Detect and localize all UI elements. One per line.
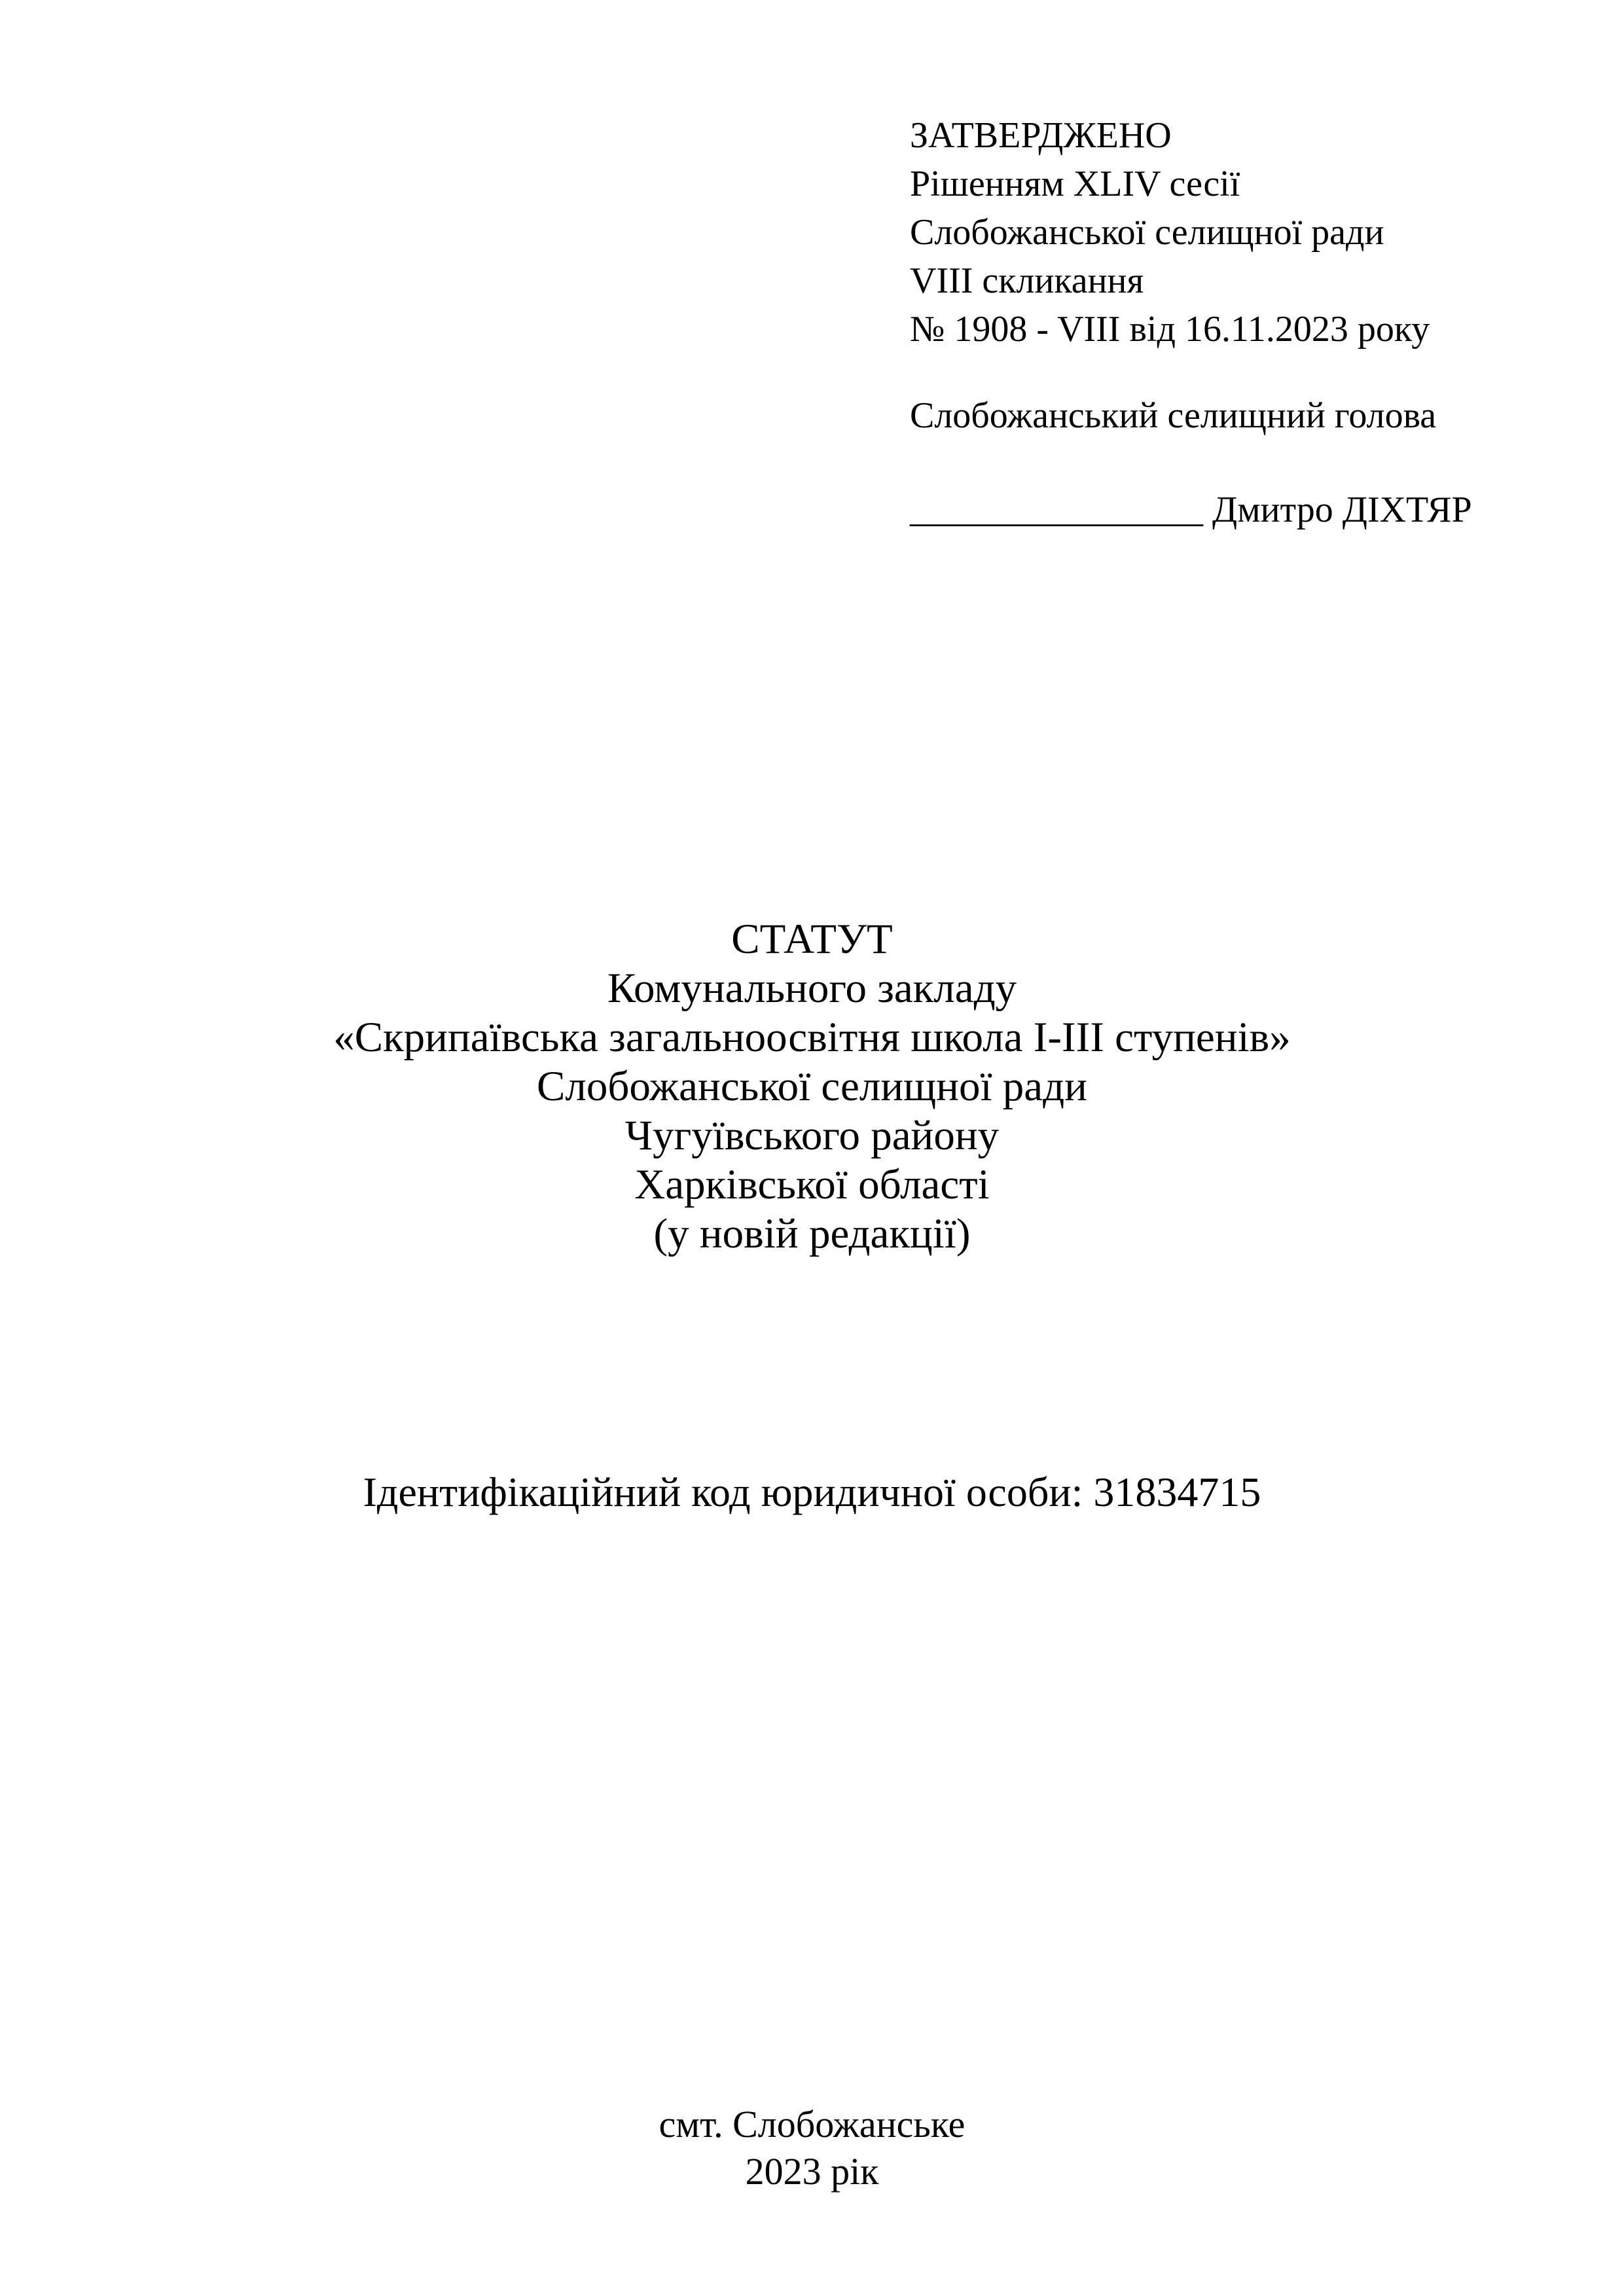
approval-decision: Рішенням XLIV сесії	[910, 164, 1240, 204]
title-line-3: Слобожанської селищної ради	[537, 1063, 1087, 1110]
head-name: Дмитро ДІХТЯР	[1212, 490, 1472, 530]
approval-heading: ЗАТВЕРДЖЕНО	[910, 115, 1172, 156]
approval-convocation: VIII скликання	[910, 260, 1144, 301]
title-line-1: Комунального закладу	[607, 965, 1017, 1012]
footer-block	[0, 2101, 1624, 2195]
title-line-4: Чугуївського району	[624, 1112, 1000, 1159]
approval-head-title: Слобожанський селищний голова	[910, 395, 1437, 436]
title-line-5: Харківської області	[634, 1161, 990, 1208]
document-title-block	[0, 915, 1624, 1259]
title-line-2: «Скрипаївська загальноосвітня школа I-III ступенів»	[333, 1014, 1291, 1061]
signature-row	[910, 486, 1564, 534]
approval-number-date: № 1908 - VIII від 16.11.2023 року	[910, 309, 1430, 350]
approval-stamp-block	[910, 111, 1564, 534]
document-title: СТАТУТ	[731, 916, 893, 963]
identification-code: Ідентифікаційний код юридичної особи: 31834715	[363, 1469, 1261, 1515]
title-line-6: (у новій редакції)	[653, 1210, 971, 1257]
footer-place: смт. Слобожанське	[659, 2103, 965, 2145]
signature-line: ________________	[910, 490, 1203, 530]
footer-year: 2023 рік	[745, 2150, 879, 2193]
approval-council: Слобожанської селищної ради	[910, 212, 1384, 253]
